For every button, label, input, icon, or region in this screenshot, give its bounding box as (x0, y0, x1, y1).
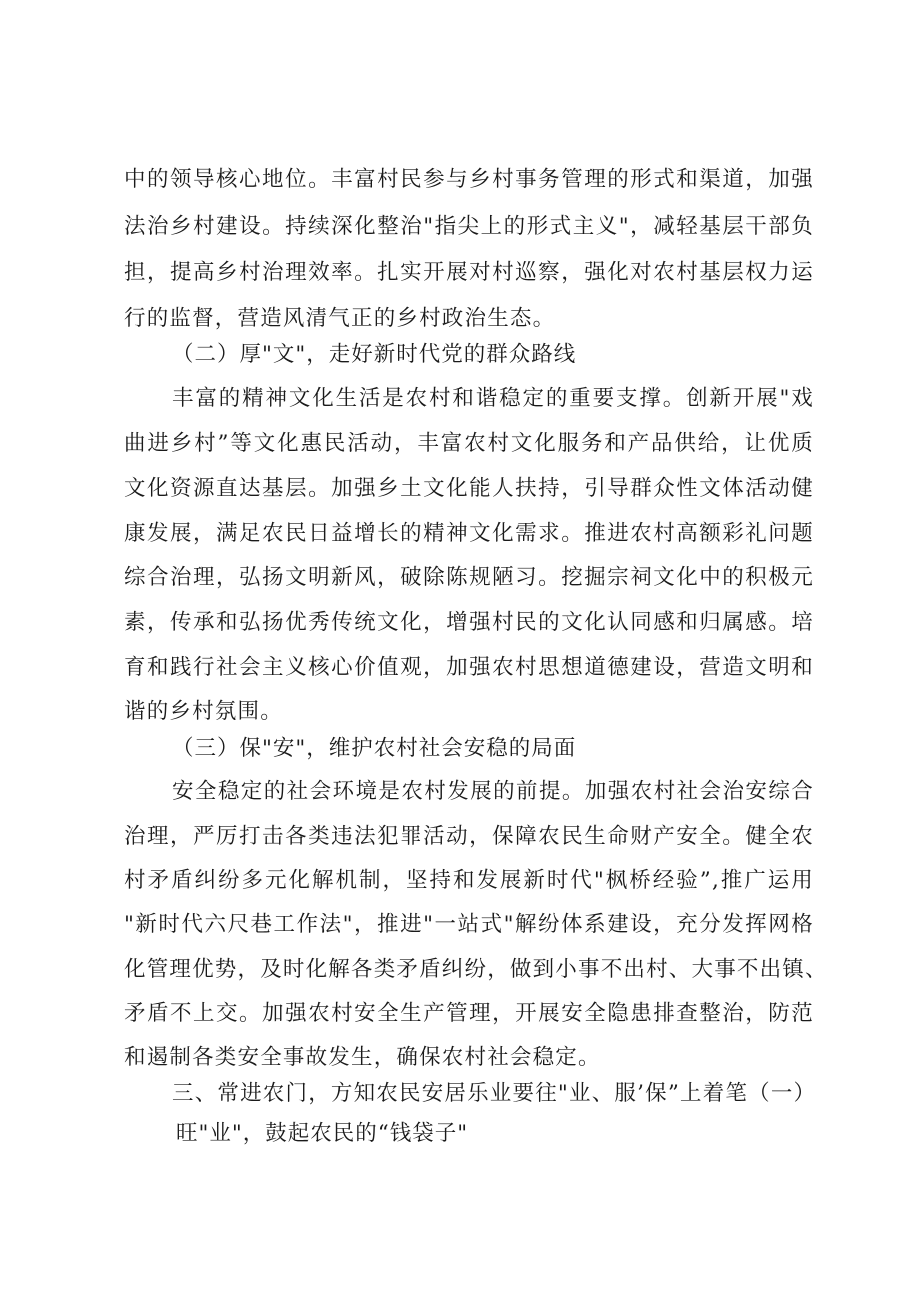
paragraph-3-line-2: 治理，严厉打击各类违法犯罪活动，保障农民生命财产安全。健全农 (124, 824, 814, 849)
paragraph-3-line-3: 村矛盾纠纷多元化解机制，坚持和发展新时代"枫桥经验”,推广运用 (124, 868, 814, 893)
paragraph-3-line-7: 和遏制各类安全事故发生，确保农村社会稳定。 (124, 1045, 601, 1070)
paragraph-2-line-8: 谐的乡村氛围。 (124, 699, 283, 724)
paragraph-2-line-2: 曲进乡村”等文化惠民活动，丰富农村文化服务和产品供给，让优质 (124, 431, 814, 456)
paragraph-1-line-3: 担，提高乡村治理效率。扎实开展对村巡察，强化对农村基层权力运 (124, 260, 814, 285)
paragraph-1-line-2: 法治乡村建设。持续深化整治"指尖上的形式主义"，减轻基层干部负 (124, 214, 814, 239)
paragraph-2-line-5: 综合治理，弘扬文明新风，破除陈规陋习。挖掘宗祠文化中的积极元 (124, 565, 814, 590)
paragraph-2-line-6: 素，传承和弘扬优秀传统文化，增强村民的文化认同感和归属感。培 (124, 610, 814, 635)
section-3-heading-line-1: 三、常进农门，方知农民安居乐业要往"业、服’保”上着笔（一） (172, 1081, 817, 1106)
paragraph-2-line-4: 康发展，满足农民日益增长的精神文化需求。推进农村高额彩礼问题 (124, 521, 814, 546)
paragraph-3-line-6: 矛盾不上交。加强农村安全生产管理，开展安全隐患排查整治，防范 (124, 1001, 814, 1026)
subsection-heading-2: （二）厚"文"，走好新时代党的群众路线 (172, 342, 577, 367)
paragraph-1-line-4: 行的监督，营造风清气正的乡村政治生态。 (124, 306, 556, 331)
paragraph-2-line-1: 丰富的精神文化生活是农村和谐稳定的重要支撑。创新开展"戏 (172, 386, 814, 411)
paragraph-1-line-1: 中的领导核心地位。丰富村民参与乡村事务管理的形式和渠道，加强 (124, 167, 814, 192)
paragraph-2-line-7: 育和践行社会主义核心价值观，加强农村思想道德建设，营造文明和 (124, 655, 814, 680)
paragraph-3-line-1: 安全稳定的社会环境是农村发展的前提。加强农村社会治安综合 (172, 779, 814, 804)
paragraph-3-line-4: "新时代六尺巷工作法"，推进"一站式"解纷体系建设，充分发挥网格 (124, 912, 814, 937)
paragraph-3-line-5: 化管理优势，及时化解各类矛盾纠纷，做到小事不出村、大事不出镇、 (124, 957, 828, 982)
section-3-heading-line-2: 旺"业"，鼓起农民的“钱袋子" (176, 1121, 469, 1146)
subsection-heading-3: （三）保"安"，维护农村社会安稳的局面 (172, 736, 577, 761)
paragraph-2-line-3: 文化资源直达基层。加强乡土文化能人扶持，引导群众性文体活动健 (124, 476, 814, 501)
